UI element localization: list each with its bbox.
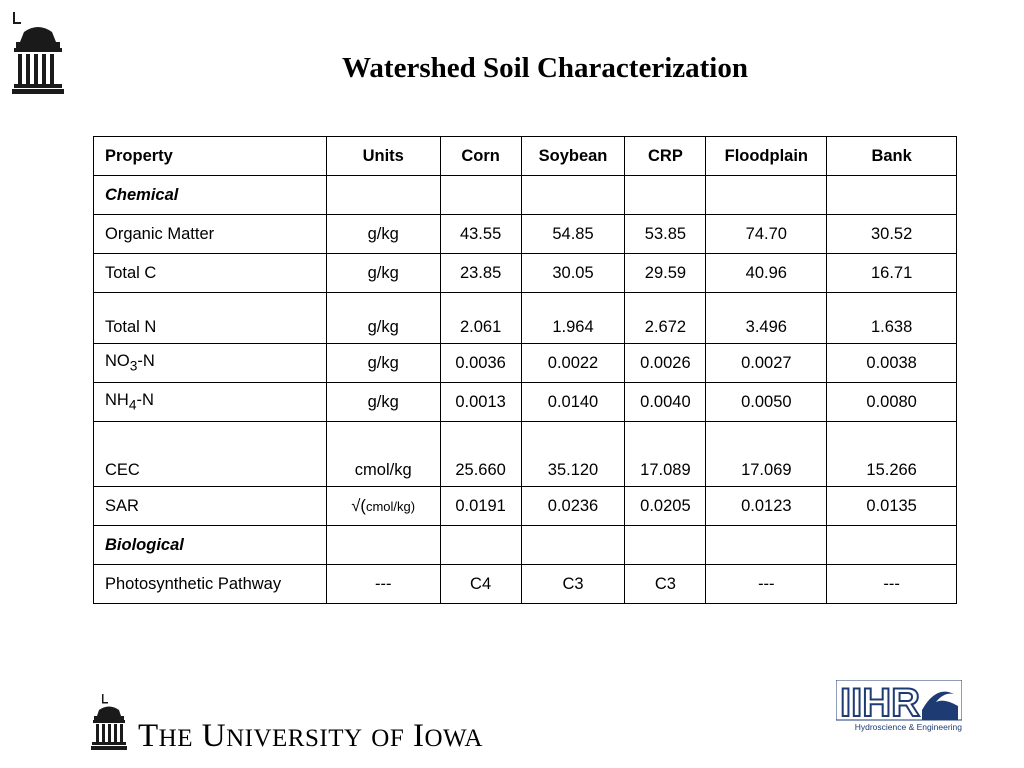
table-row (94, 215, 957, 254)
row-property: Total C (94, 254, 327, 293)
row-units: --- (326, 565, 440, 604)
row-units (326, 487, 440, 526)
cell-crp: 0.0205 (625, 487, 706, 526)
cell-floodplain: 40.96 (706, 254, 827, 293)
property-subscript: 3 (129, 358, 138, 374)
cell-bank: 0.0080 (827, 383, 957, 422)
cell-bank: 15.266 (827, 422, 957, 487)
table-cell (326, 176, 440, 215)
table-row-category-chemical (94, 176, 957, 215)
table-cell (521, 526, 625, 565)
property-base: NO (105, 352, 130, 371)
cell-bank: 16.71 (827, 254, 957, 293)
cell-crp: 17.089 (625, 422, 706, 487)
wordmark-part: U (201, 718, 227, 754)
cell-corn: 2.061 (440, 293, 521, 344)
table-row (94, 293, 957, 344)
row-units: g/kg (326, 293, 440, 344)
cell-crp: 2.672 (625, 293, 706, 344)
header-corn: Corn (440, 137, 521, 176)
row-property: Photosynthetic Pathway (94, 565, 327, 604)
table-row (94, 487, 957, 526)
row-units: cmol/kg (326, 422, 440, 487)
sqrt-symbol: √( (351, 496, 366, 515)
property-suffix: -N (136, 391, 154, 410)
cell-bank: 0.0038 (827, 344, 957, 383)
wordmark-part: OF (371, 725, 405, 752)
university-wordmark (138, 718, 483, 755)
wordmark-part: I (413, 718, 425, 754)
property-subscript: 4 (128, 397, 137, 413)
slide-title: Watershed Soil Characterization (342, 52, 748, 84)
cell-soybean: 30.05 (521, 254, 625, 293)
row-units: g/kg (326, 344, 440, 383)
row-units: g/kg (326, 215, 440, 254)
table-cell (827, 176, 957, 215)
table-cell (625, 176, 706, 215)
cell-floodplain: 0.0050 (706, 383, 827, 422)
table-row (94, 422, 957, 487)
cell-bank: --- (827, 565, 957, 604)
table-cell (521, 176, 625, 215)
table-row (94, 383, 957, 422)
cell-soybean: 1.964 (521, 293, 625, 344)
cell-soybean: C3 (521, 565, 625, 604)
table-row (94, 344, 957, 383)
table-row-category-biological (94, 526, 957, 565)
cell-bank: 1.638 (827, 293, 957, 344)
table-cell (326, 526, 440, 565)
cell-floodplain: 3.496 (706, 293, 827, 344)
row-property: Total N (94, 293, 327, 344)
university-footer-logo-icon (90, 694, 128, 750)
header-property: Property (94, 137, 327, 176)
cell-corn: 0.0013 (440, 383, 521, 422)
table-cell (827, 526, 957, 565)
cell-floodplain: 74.70 (706, 215, 827, 254)
cell-bank: 0.0135 (827, 487, 957, 526)
header-floodplain: Floodplain (706, 137, 827, 176)
cell-floodplain: 0.0027 (706, 344, 827, 383)
row-property: Organic Matter (94, 215, 327, 254)
cell-corn: C4 (440, 565, 521, 604)
wordmark-part: OWA (424, 725, 483, 752)
iihr-subtitle: Hydroscience & Engineering (854, 722, 962, 732)
university-logo-icon (10, 12, 66, 98)
header-soybean: Soybean (521, 137, 625, 176)
row-property (94, 383, 327, 422)
table-cell (625, 526, 706, 565)
row-property: SAR (94, 487, 327, 526)
cell-crp: 29.59 (625, 254, 706, 293)
header-units: Units (326, 137, 440, 176)
cell-floodplain: 17.069 (706, 422, 827, 487)
property-suffix: -N (137, 352, 155, 371)
cell-crp: 0.0026 (625, 344, 706, 383)
cell-corn: 0.0036 (440, 344, 521, 383)
row-property (94, 344, 327, 383)
iihr-logo-text: IIHR (840, 681, 920, 725)
table-header-row (94, 137, 957, 176)
table-row (94, 565, 957, 604)
row-units: g/kg (326, 383, 440, 422)
cell-crp: 53.85 (625, 215, 706, 254)
cell-corn: 43.55 (440, 215, 521, 254)
cell-bank: 30.52 (827, 215, 957, 254)
cell-corn: 25.660 (440, 422, 521, 487)
cell-corn: 23.85 (440, 254, 521, 293)
row-units: g/kg (326, 254, 440, 293)
wordmark-part: T (138, 718, 159, 754)
cell-soybean: 0.0022 (521, 344, 625, 383)
wordmark-part: NIVERSITY (226, 725, 363, 752)
table-cell (706, 526, 827, 565)
table-cell (440, 526, 521, 565)
cell-crp: 0.0040 (625, 383, 706, 422)
cell-corn: 0.0191 (440, 487, 521, 526)
category-label: Biological (94, 526, 327, 565)
table-row (94, 254, 957, 293)
table-cell (440, 176, 521, 215)
soil-table (93, 136, 957, 604)
header-crp: CRP (625, 137, 706, 176)
cell-soybean: 0.0140 (521, 383, 625, 422)
cell-floodplain: 0.0123 (706, 487, 827, 526)
cell-soybean: 0.0236 (521, 487, 625, 526)
wordmark-part: HE (158, 725, 193, 752)
property-base: NH (105, 391, 129, 410)
cell-crp: C3 (625, 565, 706, 604)
units-text: cmol/kg) (365, 498, 416, 514)
cell-soybean: 54.85 (521, 215, 625, 254)
category-label: Chemical (94, 176, 327, 215)
cell-soybean: 35.120 (521, 422, 625, 487)
row-property: CEC (94, 422, 327, 487)
table-cell (706, 176, 827, 215)
header-bank: Bank (827, 137, 957, 176)
cell-floodplain: --- (706, 565, 827, 604)
